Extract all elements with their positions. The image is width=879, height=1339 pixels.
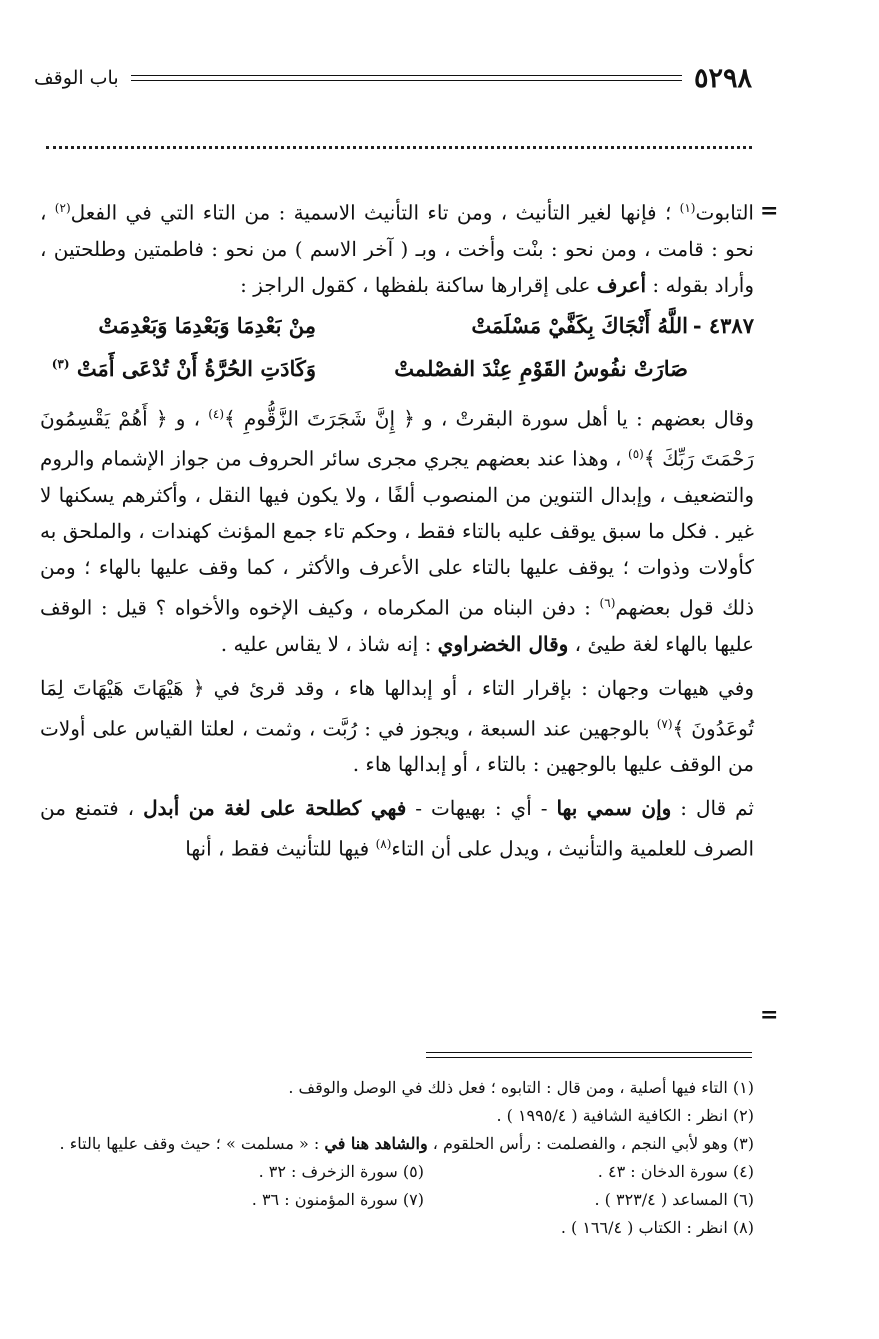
text-run: على إقرارها ساكنة بلفظها ، كقول الراجز : <box>240 272 597 297</box>
footnote-row <box>40 1186 754 1214</box>
footnote-separator <box>426 1052 752 1058</box>
verse-hemistich: اللَّهُ أَنْجَاكَ بِكَفَّيْ مَسْلَمَتْ <box>471 312 688 338</box>
text-run: فيها للتأنيث فقط ، أنها <box>185 836 376 861</box>
footnote-row <box>40 1158 754 1186</box>
verse-hemistich <box>40 345 338 388</box>
footnote-5: (٥) سورة الزخرف : ٣٢ . <box>258 1162 424 1181</box>
main-text <box>40 190 754 867</box>
footnote-2: (٢) انظر : الكافية الشافية ( ١٩٩٥/٤ ) . <box>496 1106 754 1125</box>
text-run: ؛ فإنها لغير التأنيث ، ومن تاء التأنيث الاسمية : من التاء التي في الفعل <box>70 200 680 225</box>
text-run: ، فتمنع من الصرف للعلمية والتأنيث ، ويدل على أن التاء <box>40 796 754 861</box>
footnote-ref-5: (٥) <box>628 447 644 462</box>
text-run: ، و ﴿ أَهُمْ يَقْسِمُونَ رَحْمَتَ رَبِّكَ ﴾ <box>40 406 754 471</box>
footnote-4: (٤) سورة الدخان : ٤٣ . <box>597 1162 754 1181</box>
text-run: ثم قال : <box>671 796 754 821</box>
footnote-bold: والشاهد هنا في <box>324 1134 428 1153</box>
paragraph-4 <box>40 790 754 867</box>
footnote-ref-4: (٤) <box>208 406 225 421</box>
text-run: - أي : بهيهات - <box>406 796 557 821</box>
continuation-mark-top: = <box>760 198 779 224</box>
text-run: ، نحو : قامت ، ومن نحو : بنْت وأخت ، وبـ ( آخر الاسم ) من نحو : فاطمتين وطلحتين ، وأراد بقوله : <box>40 200 754 297</box>
bold-term: وقال الخضراوي <box>437 631 569 656</box>
dotted-separator <box>46 146 752 149</box>
footnote-1: (١) التاء فيها أصلية ، ومن قال : التابوه ؛ فعل ذلك في الوصل والوقف . <box>288 1078 754 1097</box>
page-header <box>34 58 752 98</box>
verse-line-2 <box>40 345 754 388</box>
verse-hemistich: صَارَتْ نفُوسُ القَوْمِ عِنْدَ الفصْلمتْ <box>394 355 688 381</box>
footnote-ref-1: (١) <box>679 201 696 215</box>
bold-term: وإن سمي بها <box>556 796 672 821</box>
text-run: وفي هيهات وجهان : بإقرار التاء ، أو إبدالها هاء ، وقد قرئ في ﴿ هَيْهَاتَ هَيْهَاتَ لِمَا تُوعَدُونَ ﴾ <box>40 675 754 741</box>
verse-text: وَكَادَتِ الحُرَّةُ أَنْ تُدْعَى أَمَتْ <box>76 355 316 381</box>
bold-term: فهي كطلحة على لغة من أبدل <box>143 796 407 821</box>
footnote-text: : « مسلمت » ؛ حيث وقف عليها بالتاء . <box>59 1134 325 1153</box>
text-run: التابوت <box>695 200 754 225</box>
header-double-rule <box>131 75 682 81</box>
verse-number: ٤٣٨٧ - <box>692 312 754 338</box>
text-run: : إنه شاذ ، لا يقاس عليه . <box>220 631 438 656</box>
footnote-ref-6: (٦) <box>599 595 616 610</box>
footnote-text: (٣) وهو لأبي النجم ، والفصلمت : رأس الحلقوم ، <box>427 1134 754 1153</box>
paragraph-1 <box>40 190 754 303</box>
footnote-7: (٧) سورة المؤمنون : ٣٦ . <box>251 1190 424 1209</box>
footnote-3 <box>40 1130 754 1158</box>
paragraph-3 <box>40 670 754 783</box>
text-run: بالوجهين عند السبعة ، ويجوز في : رُبَّت ، وثمت ، لعلتا القياس على أولات من الوقف عليها بالوجهين : بالتاء ، أو إبدالها هاء . <box>40 716 754 777</box>
footnotes <box>40 1074 754 1242</box>
bold-term: أعرف <box>596 272 647 297</box>
verse-line-1 <box>40 307 754 345</box>
poetry-verse <box>40 307 754 388</box>
verse-hemistich: مِنْ بَعْدِمَا وَبَعْدِمَا وَبَعْدِمَتْ <box>98 312 316 338</box>
footnote-ref-2: (٢) <box>54 201 71 215</box>
footnote-ref-7: (٧) <box>656 716 673 731</box>
continuation-mark-bottom: = <box>760 1002 779 1028</box>
footnote-ref-3: (٣) <box>51 356 70 371</box>
page-number: ٥٢٩٨ <box>693 62 752 94</box>
text-run: وقال بعضهم : يا أهل سورة البقرتْ ، و ﴿ إِنَّ شَجَرَتَ الزَّقُّومِ ﴾ <box>224 406 754 431</box>
footnote-8: (٨) انظر : الكتاب ( ١٦٦/٤ ) . <box>560 1218 754 1237</box>
text-run: : دفن البناه من المكرماه ، وكيف الإخوه والأخواه ؟ قيل : الوقف عليها بالهاء لغة طيئ ، <box>40 595 754 656</box>
text-run: ، وهذا عند بعضهم يجري مجرى سائر الحروف من جواز الإشمام والروم والتضعيف ، وإبدال التنوين من المنصوب ألفًا ، ولا يكون فيها النقل ، وأكثرهم يسكنها لا غير . فكل ما سبق يوقف عليه بالتاء فقط ، وحكم تاء جمع المؤنث كهندات ، والملحق به كأولات وذوات ؛ يوقف عليها بالتاء على الأعرف والأكثر ، كما وقف عليها بالهاء ؛ ومن ذلك قول بعضهم <box>40 446 754 620</box>
footnote-6: (٦) المساعد ( ٣٢٣/٤ ) . <box>594 1190 754 1209</box>
chapter-title: باب الوقف <box>34 67 119 89</box>
paragraph-2 <box>40 396 754 662</box>
footnote-ref-8: (٨) <box>375 837 392 852</box>
